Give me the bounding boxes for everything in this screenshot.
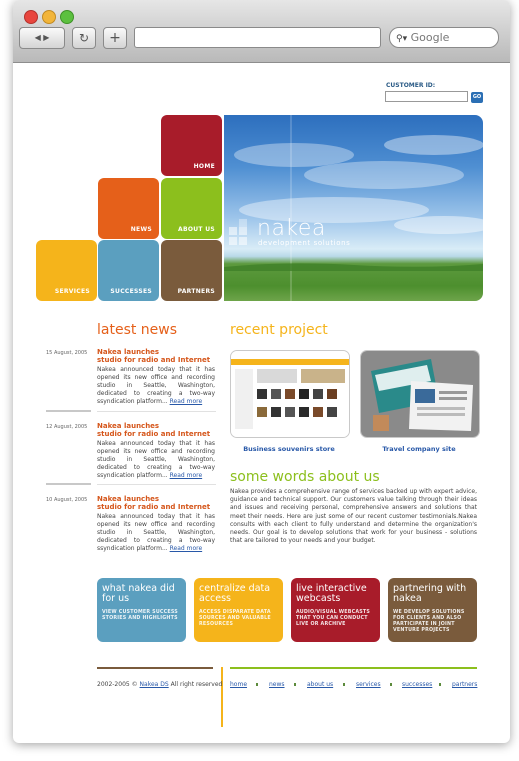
news-separator: [46, 483, 91, 485]
footer-link-separator: [343, 683, 345, 686]
footer-link-about-us[interactable]: about us: [307, 681, 334, 688]
news-title[interactable]: Nakea launches studio for radio and Internet: [97, 422, 211, 438]
reload-button[interactable]: ↻: [72, 27, 96, 49]
about-heading: some words about us: [230, 469, 380, 485]
go-button[interactable]: GO: [471, 92, 483, 103]
news-body: Nakea announced today that it has opened its new office and recording studio in Seattle, Washington, dedicated to creating a two-way ssyndication platform... Read more: [97, 366, 215, 405]
footer-line-right: [230, 667, 477, 669]
copyright: 2002-2005 © Nakea DS All right reserved: [97, 681, 223, 688]
promo-partnering[interactable]: partnering with nakea WE DEVELOP SOLUTIONS FOR CLIENTS AND ALSO PARTICIPATE IN JOINT VENTURE PROJECTS: [388, 578, 477, 642]
read-more-link[interactable]: Read more: [169, 472, 203, 479]
project-thumbnail-souvenirs[interactable]: [230, 350, 350, 438]
browser-toolbar: [13, 0, 510, 63]
nakea-logo-icon: [229, 219, 255, 245]
nav-tile-news[interactable]: NEWS: [98, 178, 159, 239]
browser-search-field[interactable]: [389, 27, 499, 48]
recent-project-heading: recent project: [230, 322, 328, 338]
news-title[interactable]: Nakea launches studio for radio and Internet: [97, 495, 211, 511]
news-body: Nakea announced today that it has opened its new office and recording studio in Seattle, Washington, dedicated to creating a two-way ssyndication platform... Read more: [97, 440, 215, 479]
zoom-window-icon[interactable]: [60, 10, 74, 24]
sky-landscape-image: [224, 115, 483, 301]
travel-site-preview: [361, 351, 479, 437]
footer-link-home[interactable]: home: [230, 681, 248, 688]
hero-brand: nakea: [257, 216, 326, 241]
hero-tagline: development solutions: [258, 239, 351, 247]
address-bar[interactable]: [134, 27, 381, 48]
nav-tile-home[interactable]: HOME: [161, 115, 222, 176]
company-link[interactable]: Nakea DS: [139, 681, 169, 688]
news-separator-line: [97, 484, 216, 485]
footer-link-separator: [294, 683, 296, 686]
read-more-link[interactable]: Read more: [169, 398, 203, 405]
news-date: 12 August, 2005: [46, 424, 88, 430]
project-caption[interactable]: Business souvenirs store: [243, 445, 335, 453]
footer-link-separator: [439, 683, 441, 686]
footer-link-separator: [256, 683, 258, 686]
close-window-icon[interactable]: [24, 10, 38, 24]
nav-tile-services[interactable]: SERVICES: [36, 240, 97, 301]
news-separator: [46, 410, 91, 412]
nav-tile-partners[interactable]: PARTNERS: [161, 240, 222, 301]
footer-line-left: [97, 667, 213, 669]
latest-news-heading: latest news: [97, 322, 178, 338]
search-placeholder: Google: [410, 31, 450, 44]
news-title[interactable]: Nakea launches studio for radio and Internet: [97, 348, 211, 364]
news-date: 10 August, 2005: [46, 497, 88, 503]
news-date: 15 August, 2005: [46, 350, 88, 356]
add-bookmark-button[interactable]: +: [103, 27, 127, 49]
promo-live-webcasts[interactable]: live interactive webcasts AUDIO/VISUAL WEBCASTS THAT YOU CAN CONDUCT LIVE OR ARCHIVE: [291, 578, 380, 642]
footer-link-separator: [390, 683, 392, 686]
hero-banner: [224, 115, 483, 301]
footer-link-successes[interactable]: successes: [402, 681, 433, 688]
promo-centralize-data[interactable]: centralize data access ACCESS DISPARATE DATA SOURCES AND VALUABLE RESOURCES: [194, 578, 283, 642]
footer-link-services[interactable]: services: [356, 681, 381, 688]
customer-id-label: CUSTOMER ID:: [386, 82, 436, 89]
project-caption[interactable]: Travel company site: [382, 445, 456, 453]
promo-what-nakea-did[interactable]: what nakea did for us VIEW CUSTOMER SUCCESS STORIES AND HIGHLIGHTS: [97, 578, 186, 642]
project-thumbnail-travel[interactable]: [360, 350, 480, 438]
news-body: Nakea announced today that it has opened its new office and recording studio in Seattle, Washington, dedicated to creating a two-way ssyndication platform... Read more: [97, 513, 215, 552]
about-body: Nakea provides a comprehensive range of services backed up with expert advice, guidance and technical support. Our customers value talking through their ideas and issues and receiving personal, comprehensive answers and solutions that meet their needs. Here are just some of our recent customer testimonials.Nakea consults with each client to fully understand and determine the organization's needs. Our goal is to develop solutions that work for your business - solutions that are tailored to your needs and your budget.: [230, 488, 477, 545]
footer-link-partners[interactable]: partners: [452, 681, 478, 688]
customer-id-input[interactable]: [385, 91, 468, 102]
search-icon: ⚲▾: [396, 34, 408, 44]
footer-divider: [221, 667, 223, 727]
read-more-link[interactable]: Read more: [169, 545, 203, 552]
nav-tile-successes[interactable]: SUCCESSES: [98, 240, 159, 301]
minimize-window-icon[interactable]: [42, 10, 56, 24]
back-forward-button[interactable]: ◀ ▶: [19, 27, 65, 49]
news-separator-line: [97, 411, 216, 412]
souvenirs-site-preview: [231, 351, 349, 437]
footer-link-news[interactable]: news: [269, 681, 285, 688]
nav-tile-about-us[interactable]: ABOUT US: [161, 178, 222, 239]
